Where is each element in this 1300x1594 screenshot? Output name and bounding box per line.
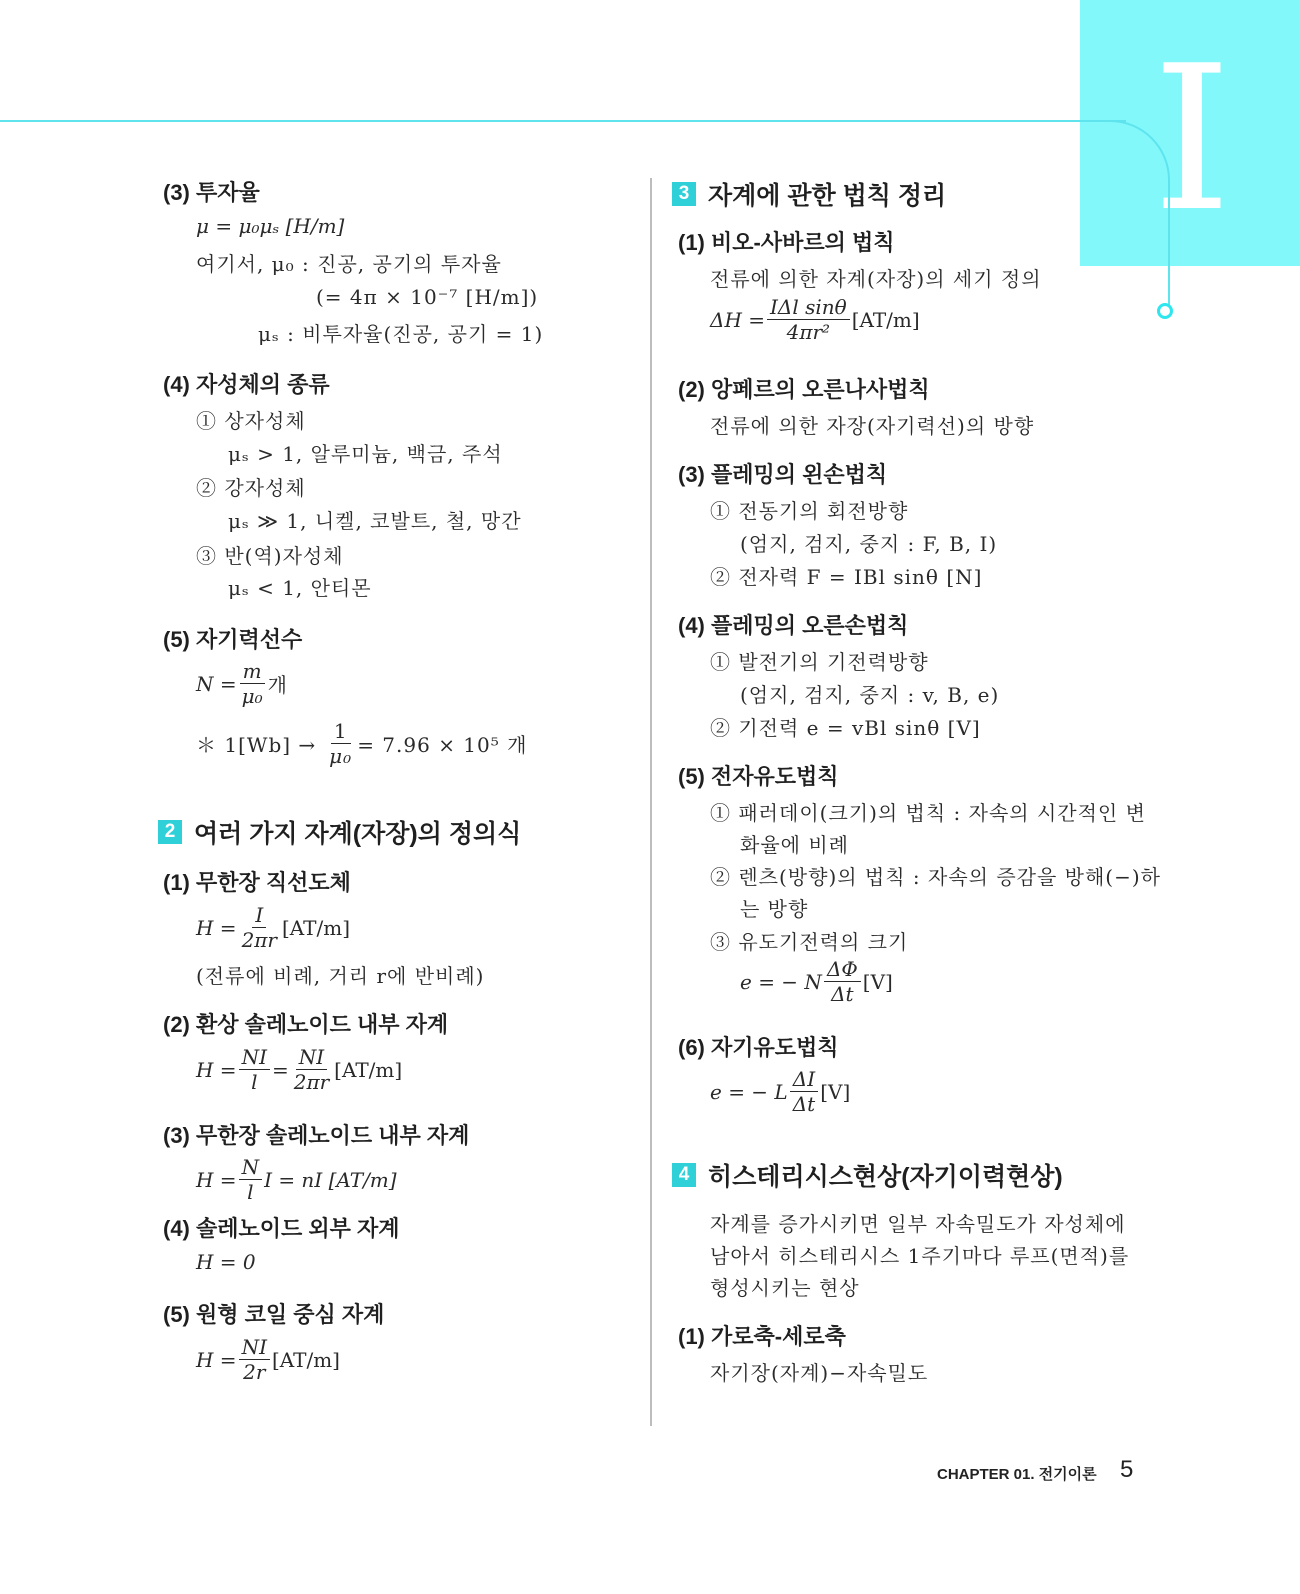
section-number-badge: 3 bbox=[672, 182, 696, 206]
heading-infinite-solenoid-internal: (3) 무한장 솔레노이드 내부 자계 bbox=[163, 1123, 470, 1148]
text-where-mu0: 여기서, μ₀ : 진공, 공기의 투자율 bbox=[196, 252, 502, 276]
eq-unit: [V] bbox=[820, 1079, 851, 1104]
heading-biot-savart: (1) 비오-사바르의 법칙 bbox=[678, 230, 895, 255]
item-faraday-law: ① 패러데이(크기)의 법칙 : 자속의 시간적인 변 bbox=[710, 801, 1146, 825]
fraction bbox=[767, 296, 850, 343]
fraction-denominator: l bbox=[251, 1070, 258, 1094]
section-title: 여러 가지 자계(자장)의 정의식 bbox=[194, 820, 522, 848]
equation-biot-savart bbox=[710, 296, 920, 343]
equation-solenoid-external: H = 0 bbox=[196, 1250, 256, 1274]
equation-flux-note bbox=[196, 720, 527, 767]
fraction-numerator: NI bbox=[239, 1336, 270, 1360]
fraction bbox=[824, 958, 861, 1005]
paragraph-hysteresis-line3: 형성시키는 현상 bbox=[710, 1276, 860, 1300]
eq-lhs: H = bbox=[196, 1167, 237, 1192]
fraction bbox=[790, 1068, 818, 1115]
item-induced-emf-magnitude: ③ 유도기전력의 크기 bbox=[710, 930, 909, 954]
page-number: 5 bbox=[1120, 1456, 1134, 1483]
fraction bbox=[239, 904, 280, 951]
heading-solenoid-external: (4) 솔레노이드 외부 자계 bbox=[163, 1216, 400, 1241]
eq-lhs: e = − L bbox=[710, 1079, 788, 1104]
eq-lhs: H = bbox=[196, 1347, 237, 1372]
eq-unit: [AT/m] bbox=[282, 915, 350, 940]
section-3-heading bbox=[672, 176, 946, 212]
text-mus-definition: μₛ : 비투자율(진공, 공기 = 1) bbox=[258, 322, 544, 346]
eq-unit: 개 bbox=[267, 673, 287, 697]
fraction-denominator: 4πr² bbox=[786, 320, 831, 344]
item-diamagnetic: ③ 반(역)자성체 bbox=[196, 544, 344, 568]
fraction-numerator: 1 bbox=[331, 720, 351, 744]
fraction-denominator: μ₀ bbox=[241, 684, 263, 708]
heading-axes: (1) 가로축-세로축 bbox=[678, 1324, 846, 1349]
eq-unit: [V] bbox=[862, 969, 893, 994]
fraction bbox=[326, 720, 355, 767]
fraction-denominator: μ₀ bbox=[329, 744, 353, 768]
heading-infinite-straight-conductor: (1) 무한장 직선도체 bbox=[163, 870, 351, 895]
eq-equals: = bbox=[271, 1057, 289, 1082]
fraction-denominator: 2πr bbox=[293, 1070, 330, 1094]
paragraph-hysteresis-line1: 자계를 증가시키면 일부 자속밀도가 자성체에 bbox=[710, 1212, 1126, 1236]
item-paramagnetic: ① 상자성체 bbox=[196, 409, 306, 433]
heading-permeability: (3) 투자율 bbox=[163, 180, 260, 205]
heading-electromagnetic-induction: (5) 전자유도법칙 bbox=[678, 764, 839, 789]
eq-unit: [AT/m] bbox=[334, 1057, 403, 1082]
fraction-denominator: Δt bbox=[792, 1092, 816, 1116]
equation-induced-emf bbox=[740, 958, 893, 1005]
item-electromagnetic-force: ② 전자력 F = IBl sinθ [N] bbox=[710, 565, 983, 589]
fraction-denominator: Δt bbox=[831, 982, 854, 1006]
section-number-badge: 4 bbox=[672, 1163, 696, 1187]
fraction bbox=[239, 1336, 270, 1383]
fraction-numerator: N bbox=[239, 1156, 263, 1180]
eq-unit: [AT/m] bbox=[271, 1347, 340, 1372]
eq-lhs: H = bbox=[196, 915, 237, 940]
section-title: 히스테리시스현상(자기이력현상) bbox=[708, 1163, 1063, 1191]
item-faraday-law-cont: 화율에 비례 bbox=[740, 833, 849, 857]
heading-flux-lines: (5) 자기력선수 bbox=[163, 627, 303, 652]
heading-fleming-left-hand: (3) 플레밍의 왼손법칙 bbox=[678, 462, 888, 487]
eq-rhs: I = nI [AT/m] bbox=[264, 1167, 397, 1192]
text-proportionality-note: (전류에 비례, 거리 r에 반비례) bbox=[196, 964, 485, 988]
heading-ampere-right-screw: (2) 앙페르의 오른나사법칙 bbox=[678, 377, 930, 402]
eq-unit: [AT/m] bbox=[851, 307, 920, 332]
fraction-denominator: 2πr bbox=[241, 928, 277, 952]
equation-circular-coil bbox=[196, 1336, 340, 1383]
fraction bbox=[239, 660, 266, 707]
equation-self-induction bbox=[710, 1068, 850, 1115]
item-lenz-law-cont: 는 방향 bbox=[740, 897, 809, 921]
heading-fleming-right-hand: (4) 플레밍의 오른손법칙 bbox=[678, 613, 909, 638]
eq-lhs: H = bbox=[196, 1057, 237, 1082]
text-axes-desc: 자기장(자계)−자속밀도 bbox=[710, 1361, 929, 1385]
fraction-numerator: ΔΦ bbox=[824, 958, 861, 982]
footer-chapter-label: CHAPTER 01. 전기이론 bbox=[937, 1466, 1097, 1483]
fraction bbox=[291, 1046, 332, 1093]
section-title: 자계에 관한 법칙 정리 bbox=[708, 182, 947, 210]
item-motor-rotation: ① 전동기의 회전방향 bbox=[710, 499, 909, 523]
heading-toroid-internal: (2) 환상 솔레노이드 내부 자계 bbox=[163, 1012, 449, 1037]
eq-lhs: e = − N bbox=[740, 969, 822, 994]
equation-solenoid bbox=[196, 1156, 397, 1203]
item-lenz-law: ② 렌츠(방향)의 법칙 : 자속의 증감을 방해(−)하 bbox=[710, 865, 1161, 889]
fraction bbox=[239, 1156, 263, 1203]
equation-permeability: μ = μ₀μₛ [H/m] bbox=[196, 214, 345, 238]
fraction-numerator: NI bbox=[239, 1046, 270, 1070]
text-ampere-desc: 전류에 의한 자장(자기력선)의 방향 bbox=[710, 414, 1035, 438]
note-lhs: ＊ 1[Wb] → bbox=[196, 733, 317, 757]
item-ferromagnetic-desc: μₛ ≫ 1, 니켈, 코발트, 철, 망간 bbox=[228, 509, 522, 533]
eq-lhs: ΔH = bbox=[710, 307, 765, 332]
header-rule bbox=[0, 120, 1126, 122]
item-motor-fingers: (엄지, 검지, 중지 : F, B, I) bbox=[740, 532, 998, 556]
heading-self-induction: (6) 자기유도법칙 bbox=[678, 1035, 839, 1060]
heading-circular-coil-center: (5) 원형 코일 중심 자계 bbox=[163, 1302, 385, 1327]
fraction-numerator: IΔl sinθ bbox=[767, 296, 850, 320]
text-biot-savart-desc: 전류에 의한 자계(자장)의 세기 정의 bbox=[710, 267, 1042, 291]
equation-flux-lines bbox=[196, 660, 287, 707]
section-2-heading bbox=[158, 814, 521, 850]
header-dot bbox=[1157, 303, 1173, 319]
column-divider bbox=[650, 178, 652, 1426]
heading-magnetic-material-types: (4) 자성체의 종류 bbox=[163, 372, 330, 397]
equation-straight-conductor bbox=[196, 904, 350, 951]
item-emf: ② 기전력 e = vBl sinθ [V] bbox=[710, 716, 981, 740]
fraction-numerator: m bbox=[240, 660, 265, 684]
chapter-tab-letter: I bbox=[1152, 23, 1232, 256]
item-paramagnetic-desc: μₛ > 1, 알루미늄, 백금, 주석 bbox=[228, 442, 503, 466]
item-generator-fingers: (엄지, 검지, 중지 : v, B, e) bbox=[740, 683, 1000, 707]
paragraph-hysteresis-line2: 남아서 히스테리시스 1주기마다 루프(면적)를 bbox=[710, 1244, 1130, 1268]
fraction-numerator: ΔI bbox=[790, 1068, 818, 1092]
item-generator-direction: ① 발전기의 기전력방향 bbox=[710, 650, 929, 674]
section-4-heading bbox=[672, 1157, 1063, 1193]
fraction-numerator: I bbox=[252, 904, 266, 928]
text-mu0-value: (= 4π × 10⁻⁷ [H/m]) bbox=[316, 285, 539, 309]
eq-lhs: N = bbox=[196, 671, 237, 696]
fraction bbox=[239, 1046, 270, 1093]
fraction-numerator: NI bbox=[296, 1046, 327, 1070]
header-curve bbox=[1080, 120, 1170, 310]
equation-toroid bbox=[196, 1046, 402, 1093]
fraction-denominator: 2r bbox=[243, 1360, 266, 1384]
item-ferromagnetic: ② 강자성체 bbox=[196, 476, 306, 500]
note-rhs: = 7.96 × 10⁵ 개 bbox=[357, 733, 528, 757]
fraction-denominator: l bbox=[247, 1180, 254, 1204]
section-number-badge: 2 bbox=[158, 820, 182, 844]
item-diamagnetic-desc: μₛ < 1, 안티몬 bbox=[228, 576, 372, 600]
